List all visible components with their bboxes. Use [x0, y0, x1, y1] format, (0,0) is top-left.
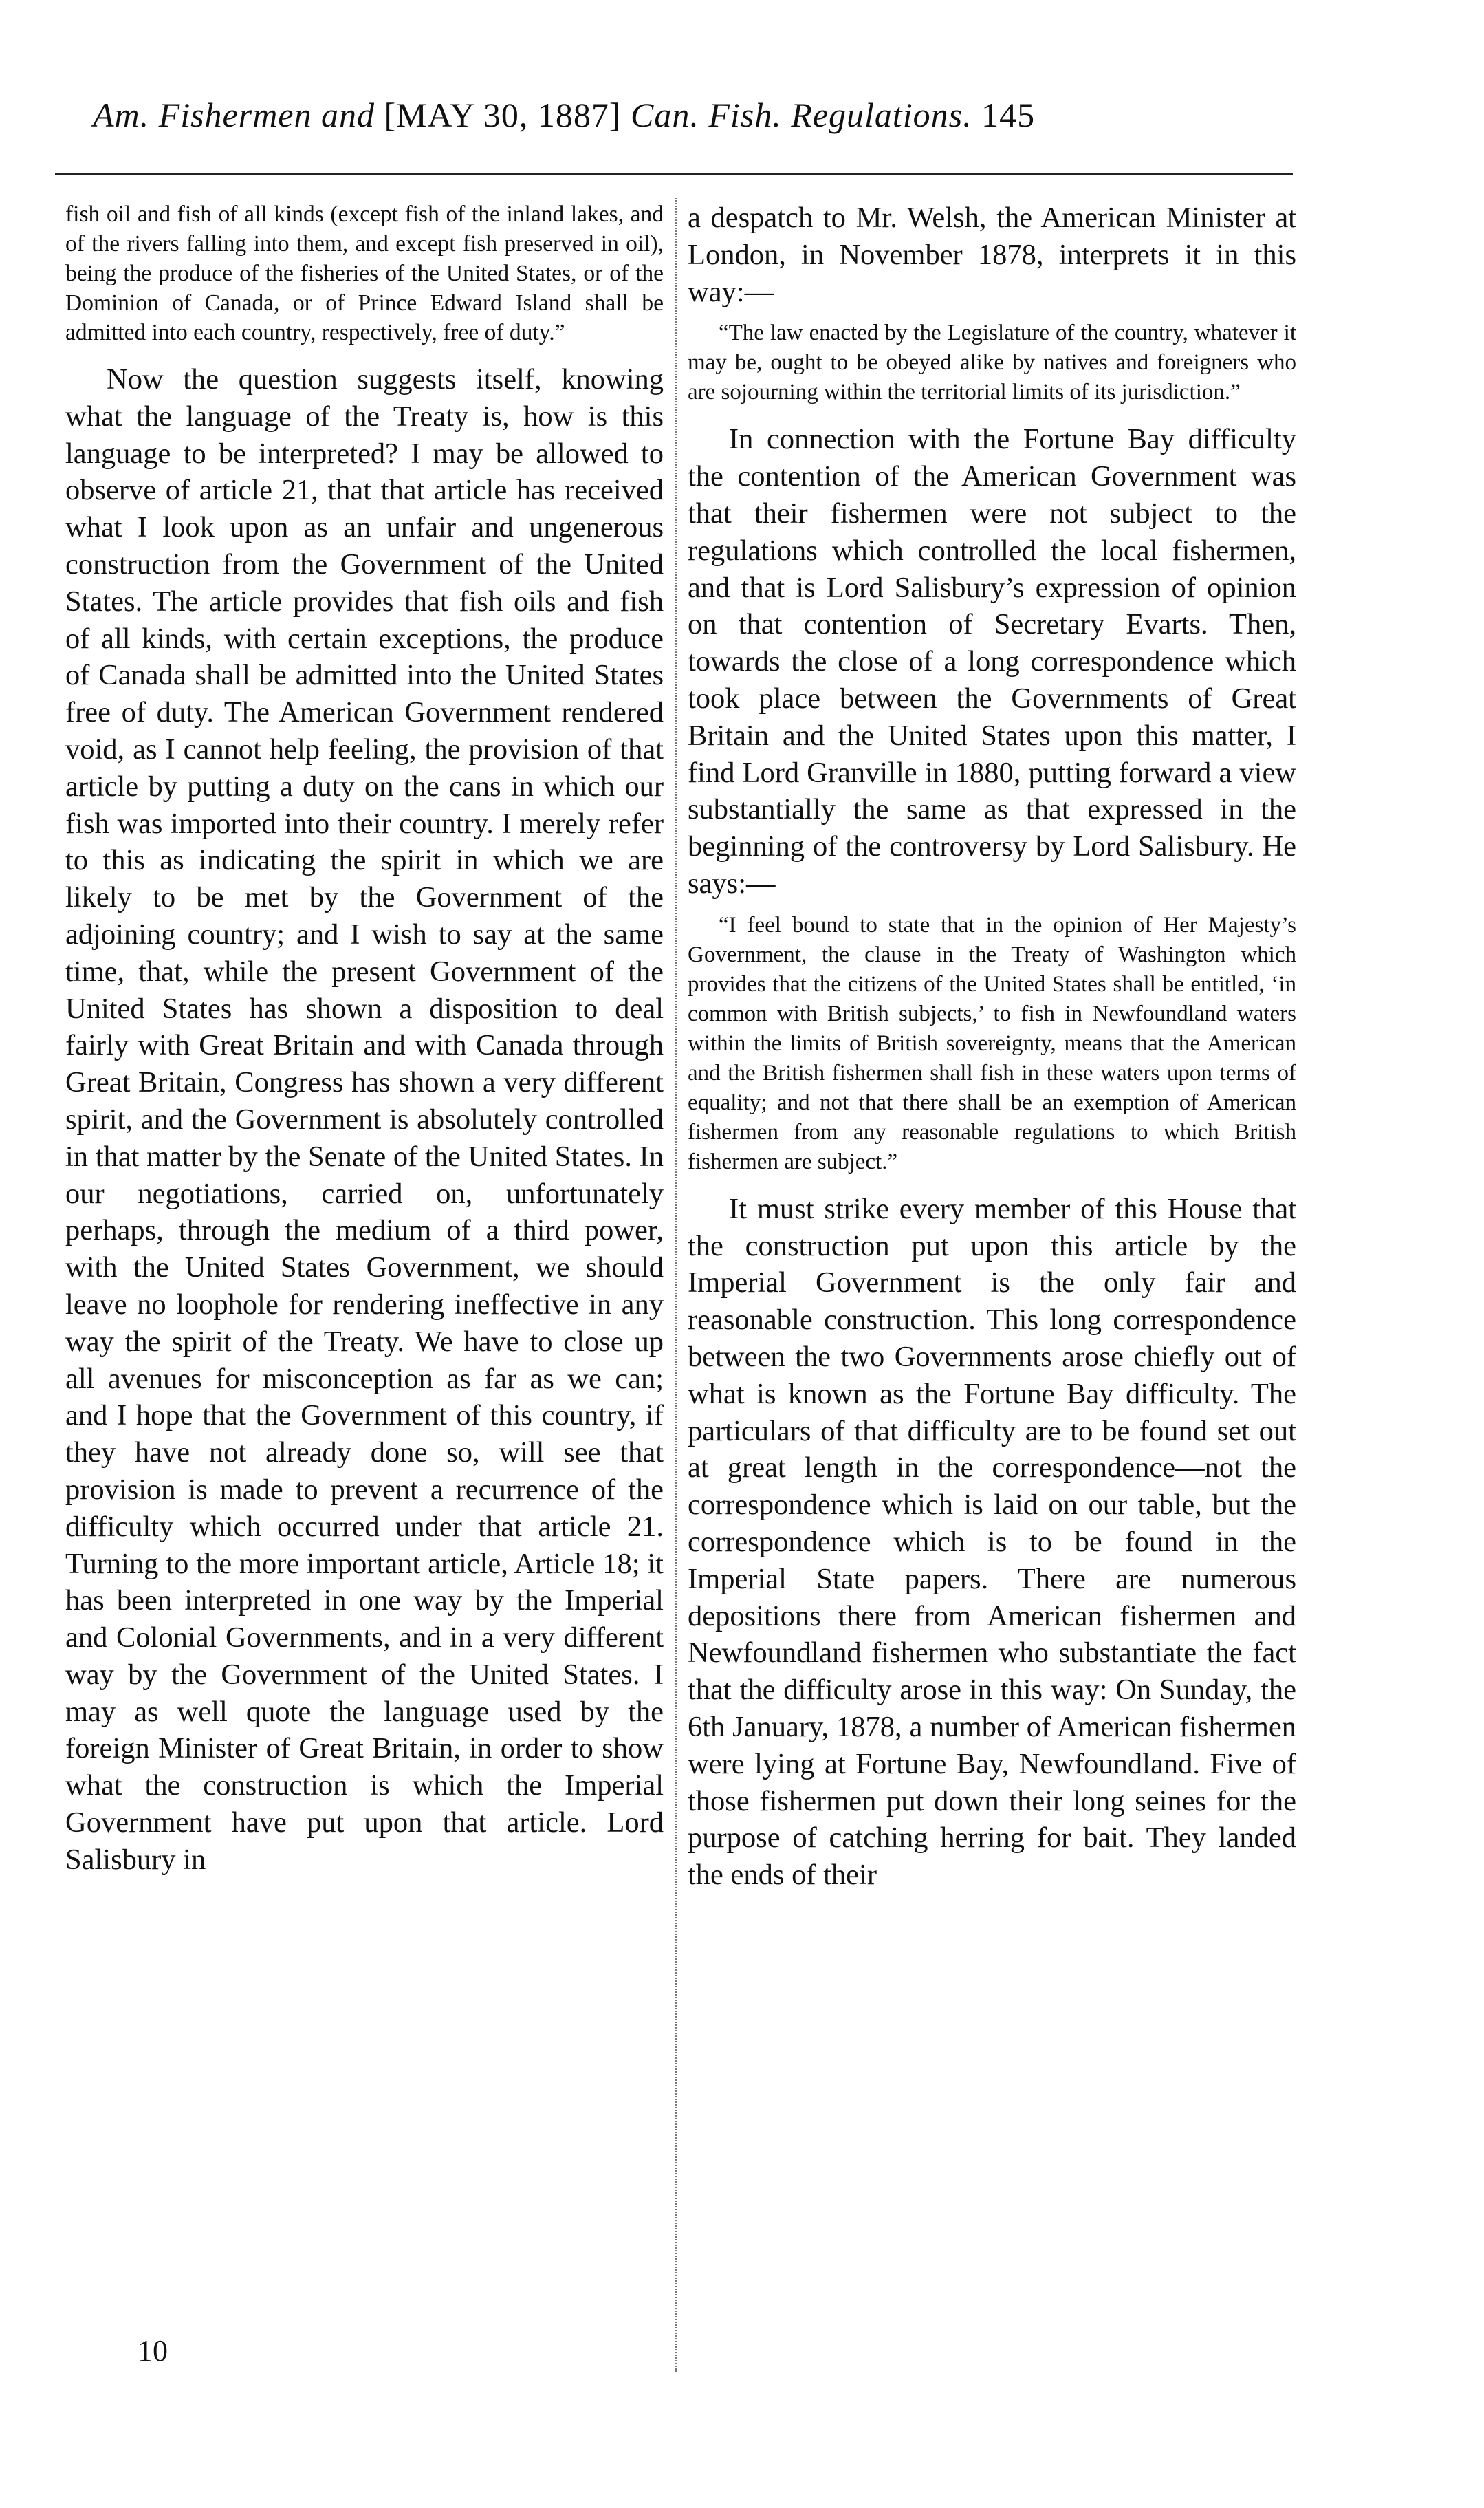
running-head-date: [MAY 30, 1887] — [384, 96, 622, 134]
body-paragraph: In connection with the Fortune Bay difficulty the contention of the American Government was that their fishermen were not subject to the regulations which controlled the local fishermen, and that is Lord Salisbury’s expression of opinion on that contention of Secretary Evarts. Then, towards the close of a long correspondence which took place between the Governments of Great Britain and the United States upon this matter, I find Lord Granville in 1880, putting forward a view substantially the same as that expressed in the beginning of the controversy by Lord Salisbury. He says:— — [688, 423, 1296, 900]
page-number: 145 — [981, 96, 1036, 134]
quote-continuation: fish oil and fish of all kinds (except fish of the inland lakes, and of the rivers falling into them, and except fish preserved in oil), being the produce of the fisheries of the United States, or of the Dominion of Canada, or of Prince Edward Island shall be admitted into each country, respectively, free of duty.” — [65, 202, 664, 345]
running-head — [93, 95, 1289, 135]
right-column — [688, 199, 1296, 1894]
signature-mark: 10 — [138, 2334, 168, 2368]
running-head-left: Am. Fishermen and — [93, 96, 375, 134]
body-paragraph: a despatch to Mr. Welsh, the American Minister at London, in November 1878, interprets it in this way:— — [688, 202, 1296, 308]
left-column — [65, 199, 664, 1879]
block-quote: “I feel bound to state that in the opinion of Her Majesty’s Government, the clause in the Treaty of Washington which provides that the citizens of the United States shall be entitled, ‘in common with British subjects,’ to fish in Newfoundland waters within the limits of British sovereignty, means that the American and the British fishermen shall fish in these waters upon terms of equality; and not that there shall be an exemption of American fishermen from any reasonable regulations to which British fishermen are subject.” — [688, 912, 1296, 1174]
header-rule — [55, 173, 1293, 175]
column-divider — [675, 198, 677, 2372]
body-paragraph: It must strike every member of this House that the construction put upon this article by the Imperial Government is the only fair and reasonable construction. This long correspondence between the two Governments arose chiefly out of what is known as the Fortune Bay difficulty. The particulars of that difficulty are to be found set out at great length in the correspondence—not the correspondence which is laid on our table, but the correspondence which is to be found in the Imperial State papers. There are numerous depositions there from American fishermen and Newfoundland fishermen who substantiate the fact that the difficulty arose in this way: On Sunday, the 6th January, 1878, a number of American fishermen were lying at Fortune Bay, Newfoundland. Five of those fishermen put down their long seines for the purpose of catching herring for bait. They landed the ends of their — [688, 1192, 1296, 1892]
block-quote: “The law enacted by the Legislature of the country, whatever it may be, ought to be obeyed alike by natives and foreigners who are sojourning within the territorial limits of its jurisdiction.” — [688, 321, 1296, 405]
body-paragraph: Now the question suggests itself, knowing what the language of the Treaty is, how is this language to be interpreted? I may be allowed to observe of article 21, that that article has received what I look upon as an unfair and ungenerous construction from the Government of the United States. The article provides that fish oils and fish of all kinds, with certain exceptions, the produce of Canada shall be admitted into the United States free of duty. The American Government rendered void, as I cannot help feeling, the provision of that article by putting a duty on the cans in which our fish was imported into their country. I merely refer to this as indicating the spirit in which we are likely to be met by the Government of the adjoining country; and I wish to say at the same time, that, while the present Government of the United States has shown a disposition to deal fairly with Great Britain and with Canada through Great Britain, Congress has shown a very different spirit, and the Government is absolutely controlled in that matter by the Senate of the United States. In our negotiations, carried on, unfortunately perhaps, through the medium of a third power, with the United States Government, we should leave no loophole for rendering ineffective in any way the spirit of the Treaty. We have to close up all avenues for misconception as far as we can; and I hope that the Government of this country, if they have not already done so, will see that provision is made to prevent a recurrence of the difficulty which occurred under that article 21. Turning to the more important article, Article 18; it has been interpreted in one way by the Imperial and Colonial Governments, and in a very different way by the Government of the United States. I may as well quote the language used by the foreign Minister of Great Britain, in order to show what the construction is which the Imperial Government have put upon that article. Lord Salisbury in — [65, 363, 664, 1876]
running-head-right: Can. Fish. Regulations. — [631, 96, 972, 134]
